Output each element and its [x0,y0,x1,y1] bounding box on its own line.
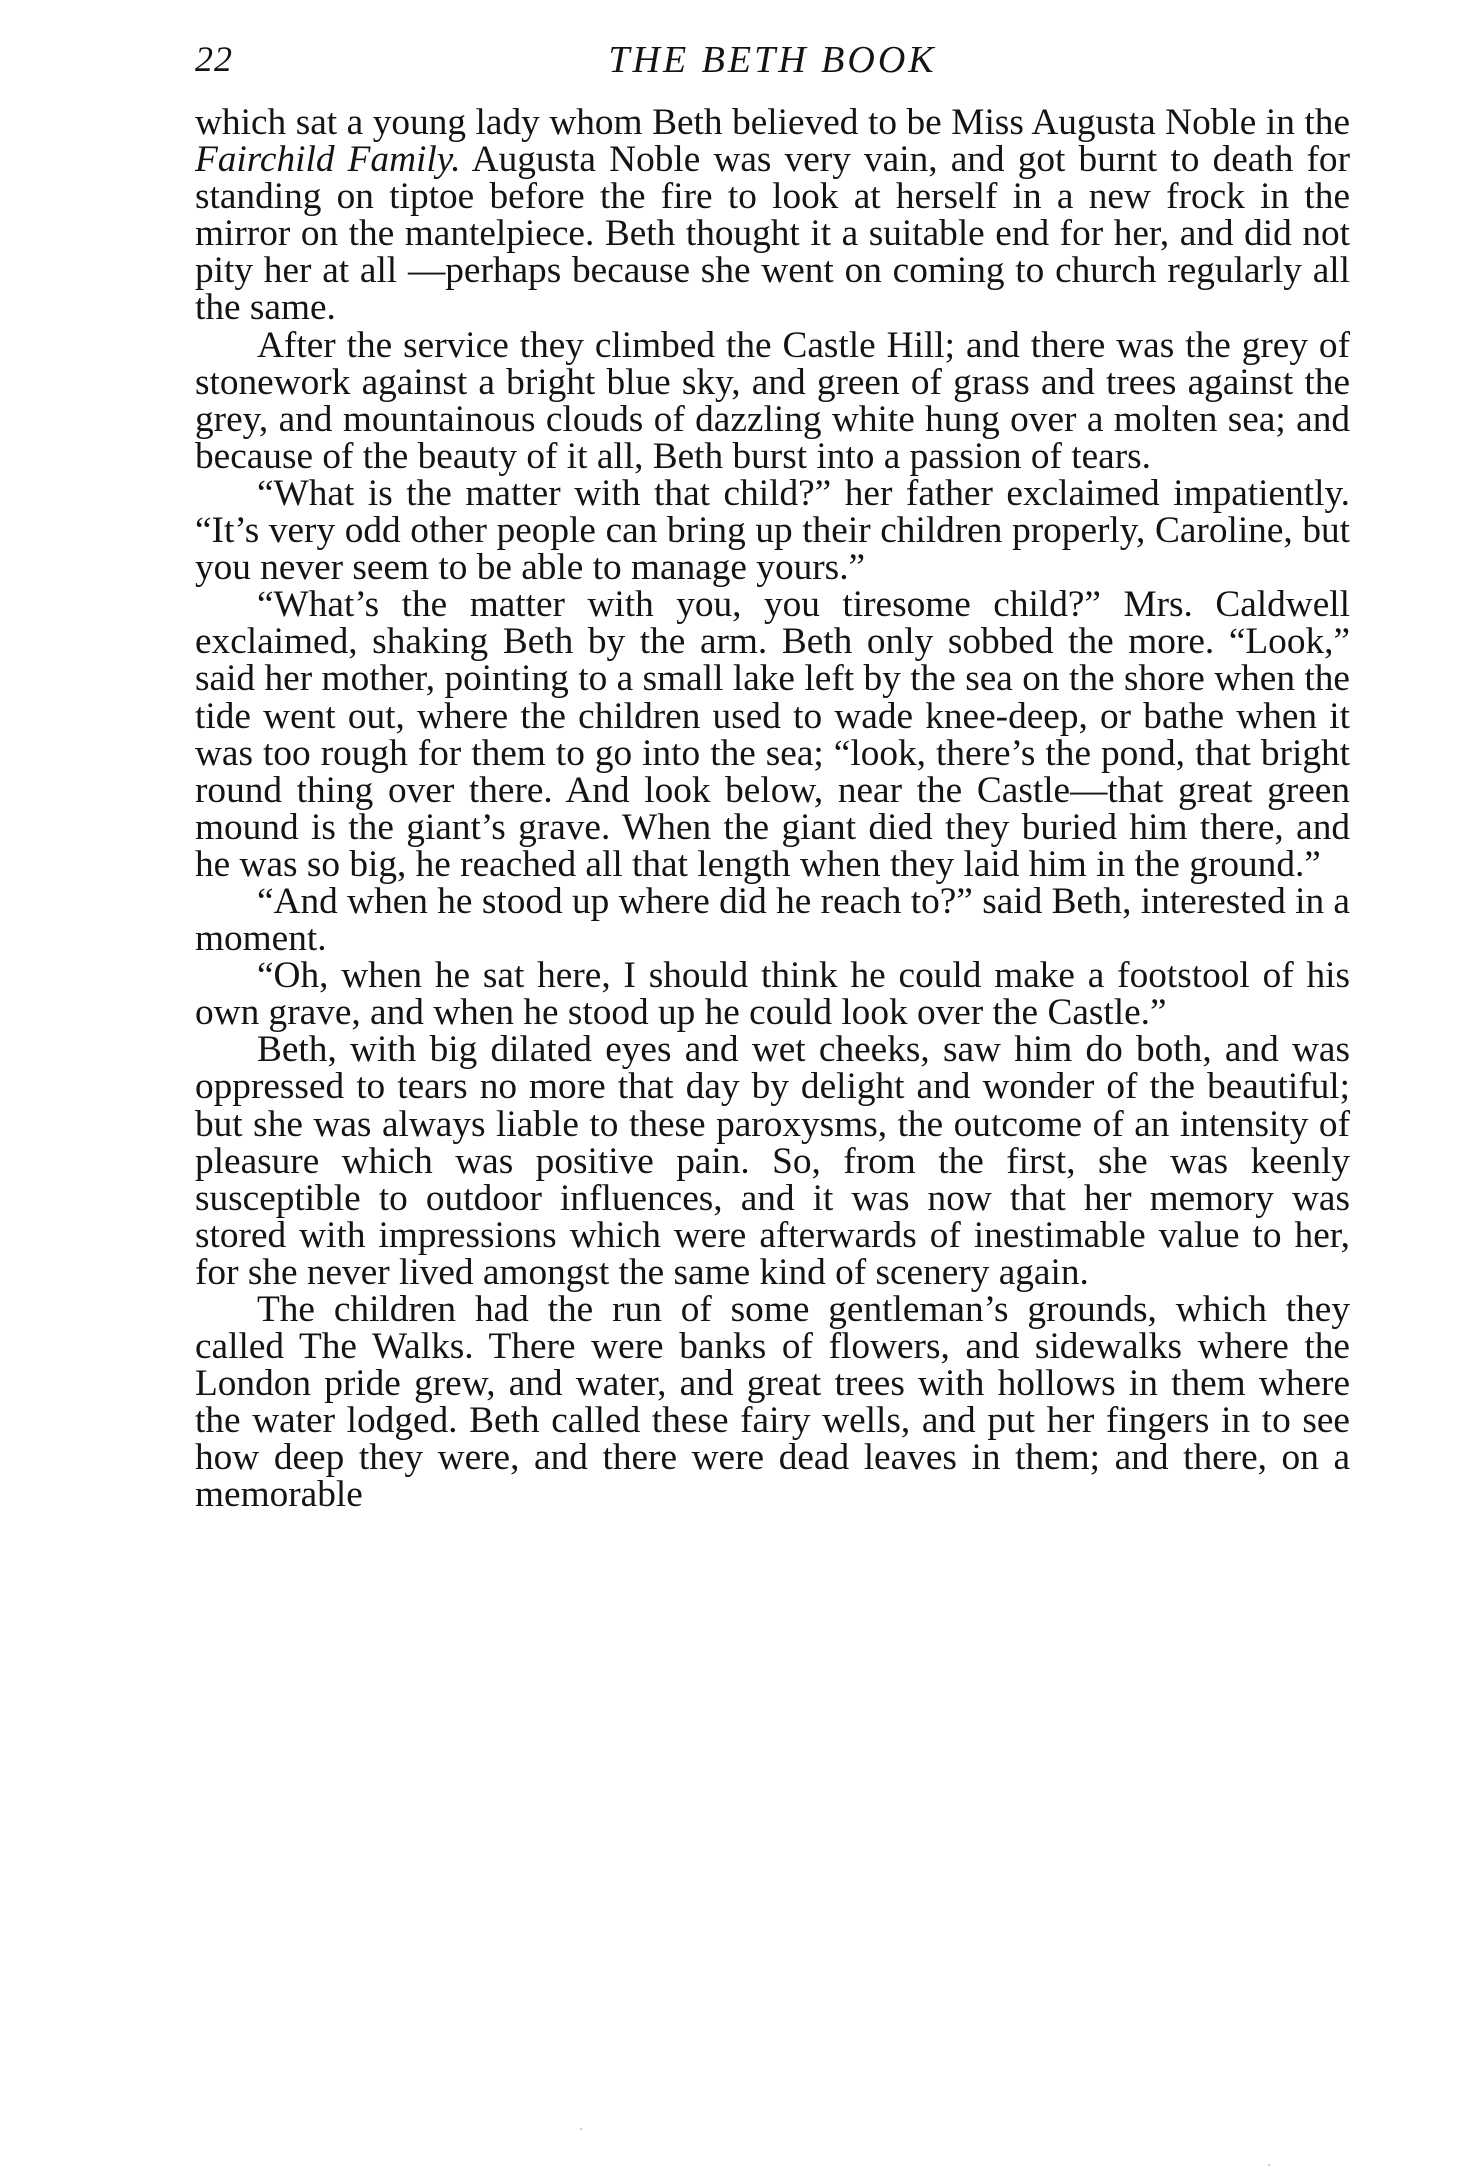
running-title: THE BETH BOOK [608,39,937,81]
paragraph [195,324,1350,477]
page-number: 22 [195,39,233,79]
text-run: Augusta Noble was very vain, and got burnt to death for standing on tiptoe before the fire to look at herself in a new frock in the mirror on the mantelpiece. Beth thought it a suitable end for her, and did not pity her at all —perhaps because she went on coming to church regularly all the same. [195,139,1350,329]
text-run: After the service they climbed the Castle Hill; and there was the grey of stonework against a bright blue sky, and green of grass and trees against the grey, and mountainous clouds of dazzling white hung over a molten sea; and because of the beauty of it all, Beth burst into a passion of tears. [195,324,1350,477]
text-run: which sat a young lady whom Beth believed to be Miss Augusta Noble in the [195,102,1350,143]
paragraph [195,1031,1350,1291]
paragraph [195,586,1350,883]
text-run: “What’s the matter with you, you tiresome child?” Mrs. Caldwell exclaimed, shaking Beth by the arm. Beth only sobbed the more. “Look,” said her mother, pointing to a small lake left by the sea on the shore when the tide went out, where the children used to wade knee-deep, or bathe when it was too rough for them to go into the sea; “look, there’s the pond, that bright round thing over there. And look below, near the Castle—that great green mound is the giant’s grave. When the giant died they buried him there, and he was so big, he reached all that length when they laid him in the ground.” [195,584,1350,885]
text-run: Beth, with big dilated eyes and wet cheeks, saw him do both, and was oppressed to tears no more that day by delight and wonder of the beautiful; but she was always liable to these paroxysms, the outcome of an intensity of pleasure which was positive pain. So, from the first, she was keenly susceptible to outdoor influences, and it was now that her memory was stored with impressions which were afterwards of inestimable value to her, for she never lived amongst the same kind of scenery again. [195,1029,1350,1293]
paper-speck [1268,2164,1270,2166]
text-run: “And when he stood up where did he reach to?” said Beth, interested in a moment. [195,880,1350,960]
body-text [195,104,1350,1514]
text-run: “What is the matter with that child?” her father exclaimed impatiently. “It’s very odd other people can bring up their children properly, Caroline, but you never seem to be able to manage yours.” [195,472,1350,589]
italic-text: Fairchild Family. [195,139,461,181]
paper-speck [580,2128,582,2130]
text-run: The children had the run of some gentleman’s grounds, which they called The Walks. There were banks of flowers, and sidewalks where the London pride grew, and water, and great trees with hollows in them where the water lodged. Beth called these fairy wells, and put her fingers in to see how deep they were, and there were dead leaves in them; and there, on a memorable [195,1289,1350,1516]
paragraph [195,880,1350,960]
paragraph [195,1291,1350,1514]
paragraph [195,955,1350,1034]
text-run: “Oh, when he sat here, I should think he could make a footstool of his own grave, and when he stood up he could look over the Castle.” [195,955,1350,1034]
running-head [195,38,1350,88]
paragraph [195,472,1350,589]
paragraph [195,104,1350,327]
